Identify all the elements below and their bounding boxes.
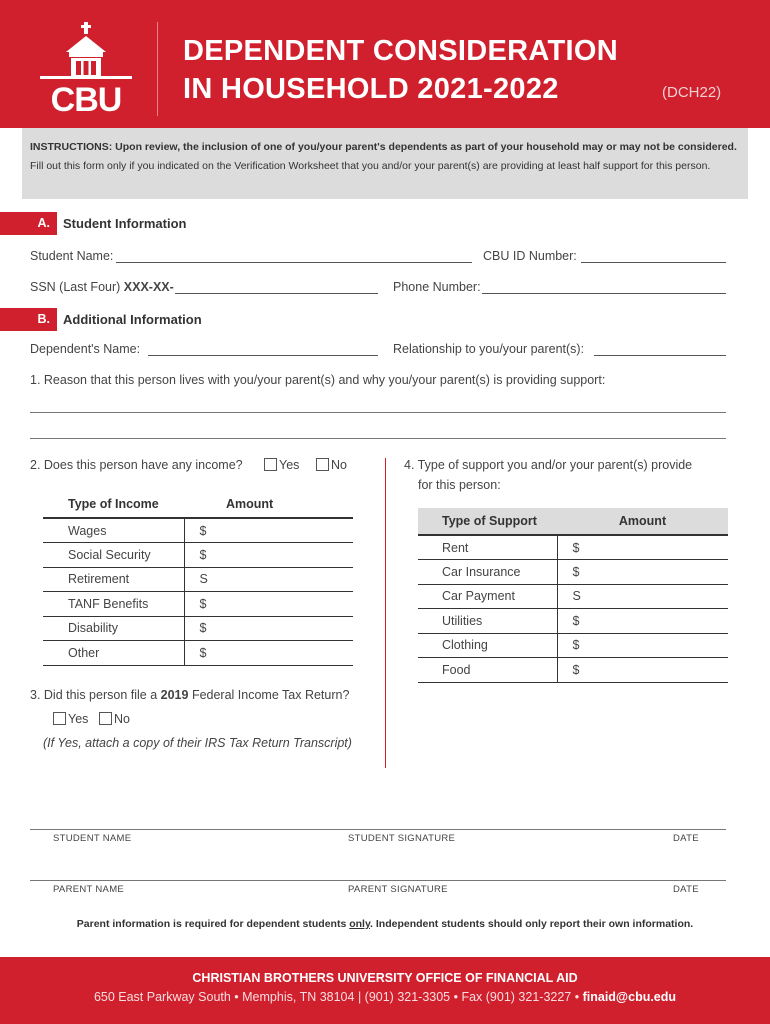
question-4-line2: for this person:: [418, 478, 501, 492]
table-row: Car Insurance $: [418, 560, 728, 585]
student-name-field[interactable]: [116, 262, 472, 263]
instructions-box: [22, 128, 748, 199]
parent-date-label: DATE: [673, 884, 699, 895]
parent-signature-label: PARENT SIGNATURE: [348, 884, 448, 895]
tax-yes-checkbox[interactable]: [53, 712, 66, 725]
cbu-id-field[interactable]: [581, 262, 726, 263]
footer-contact: 650 East Parkway South • Memphis, TN 38104 | (901) 321-3305 • Fax (901) 321-3227 • finaid@cbu.edu: [93, 990, 677, 1004]
section-b-badge: B.: [0, 308, 57, 331]
relationship-field[interactable]: [594, 355, 726, 356]
income-yes-checkbox[interactable]: [264, 458, 277, 471]
parent-name-sig-label: PARENT NAME: [53, 884, 125, 895]
support-amount-header: Amount: [557, 508, 728, 535]
income-yes-option[interactable]: Yes: [264, 458, 299, 472]
cbu-logo: [36, 20, 136, 114]
student-name-sig-label: STUDENT NAME: [53, 833, 132, 844]
section-b-title: Additional Information: [63, 312, 202, 327]
table-row: TANF Benefits $: [43, 592, 353, 617]
tax-note: (If Yes, attach a copy of their IRS Tax Return Transcript): [43, 736, 352, 750]
table-row: Clothing $: [418, 633, 728, 658]
reason-line-2[interactable]: [30, 438, 726, 439]
column-divider: [385, 458, 386, 768]
page-footer: [0, 957, 770, 1024]
student-signature-label: STUDENT SIGNATURE: [348, 833, 456, 844]
page-header: [0, 0, 770, 128]
header-divider: [157, 22, 158, 116]
amount-field[interactable]: $: [184, 518, 353, 543]
amount-field[interactable]: S: [557, 584, 728, 609]
income-table: [43, 491, 353, 666]
table-row: Retirement S: [43, 567, 353, 592]
table-row: Food $: [418, 658, 728, 683]
footer-office: CHRISTIAN BROTHERS UNIVERSITY OFFICE OF FINANCIAL AID: [192, 971, 578, 985]
question-3: 3. Did this person file a 2019 Federal Income Tax Return?: [30, 688, 350, 702]
tax-no-option[interactable]: No: [99, 712, 130, 726]
income-amount-header: Amount: [184, 491, 353, 518]
table-row: Car Payment S: [418, 584, 728, 609]
section-a-title: Student Information: [63, 216, 187, 231]
question-2: 2. Does this person have any income?: [30, 458, 243, 472]
instructions-bold: INSTRUCTIONS: Upon review, the inclusion of one of you/your parent's dependents as part of your household may or may not be considered.: [30, 141, 737, 153]
amount-field[interactable]: $: [184, 616, 353, 641]
form-code: (DCH22): [662, 84, 722, 101]
phone-field[interactable]: [482, 293, 726, 294]
cbu-logo-text: CBU: [50, 81, 122, 114]
table-row: Utilities $: [418, 609, 728, 634]
tax-yes-option[interactable]: Yes: [53, 712, 88, 726]
table-row: Other $: [43, 641, 353, 666]
amount-field[interactable]: $: [184, 592, 353, 617]
instructions-text: Fill out this form only if you indicated on the Verification Worksheet that you and/or your parent(s) are providing at least half support for this person.: [30, 160, 711, 172]
table-row: Disability $: [43, 616, 353, 641]
cbu-id-label: CBU ID Number:: [483, 249, 577, 263]
student-name-label: Student Name:: [30, 249, 114, 263]
question-4-line1: 4. Type of support you and/or your parent(s) provide: [404, 458, 693, 472]
tax-year: 2019: [160, 688, 189, 702]
ssn-label: SSN (Last Four) XXX-XX-: [30, 280, 174, 294]
income-no-checkbox[interactable]: [316, 458, 329, 471]
amount-field[interactable]: $: [184, 641, 353, 666]
parent-info-note: Parent information is required for dependent students only. Independent students should only report their own information.: [76, 918, 694, 930]
amount-field[interactable]: $: [557, 658, 728, 683]
table-row: Social Security $: [43, 543, 353, 568]
support-table: [418, 508, 728, 683]
income-type-header: Type of Income: [43, 491, 184, 518]
page-title: DEPENDENT CONSIDERATION IN HOUSEHOLD 2021-2022: [183, 35, 618, 105]
ssn-mask: XXX-XX-: [123, 280, 174, 294]
reason-line-1[interactable]: [30, 412, 726, 413]
parent-signature-line[interactable]: [30, 880, 726, 881]
student-signature-line[interactable]: [30, 829, 726, 830]
income-no-option[interactable]: No: [316, 458, 347, 472]
question-1: 1. Reason that this person lives with you/your parent(s) and why you/your parent(s) is providing support:: [30, 373, 606, 387]
amount-field[interactable]: $: [557, 535, 728, 560]
dependent-name-label: Dependent's Name:: [30, 342, 141, 356]
amount-field[interactable]: $: [557, 609, 728, 634]
note-emphasis: only: [349, 918, 371, 930]
footer-email[interactable]: finaid@cbu.edu: [582, 990, 677, 1004]
amount-field[interactable]: $: [557, 633, 728, 658]
dependent-name-field[interactable]: [148, 355, 378, 356]
phone-label: Phone Number:: [393, 280, 481, 294]
student-date-label: DATE: [673, 833, 699, 844]
section-a-badge: A.: [0, 212, 57, 235]
amount-field[interactable]: S: [184, 567, 353, 592]
relationship-label: Relationship to you/your parent(s):: [393, 342, 585, 356]
table-row: Wages $: [43, 518, 353, 543]
ssn-field[interactable]: [175, 293, 378, 294]
tax-no-checkbox[interactable]: [99, 712, 112, 725]
amount-field[interactable]: $: [184, 543, 353, 568]
table-row: Rent $: [418, 535, 728, 560]
amount-field[interactable]: $: [557, 560, 728, 585]
support-type-header: Type of Support: [418, 508, 557, 535]
